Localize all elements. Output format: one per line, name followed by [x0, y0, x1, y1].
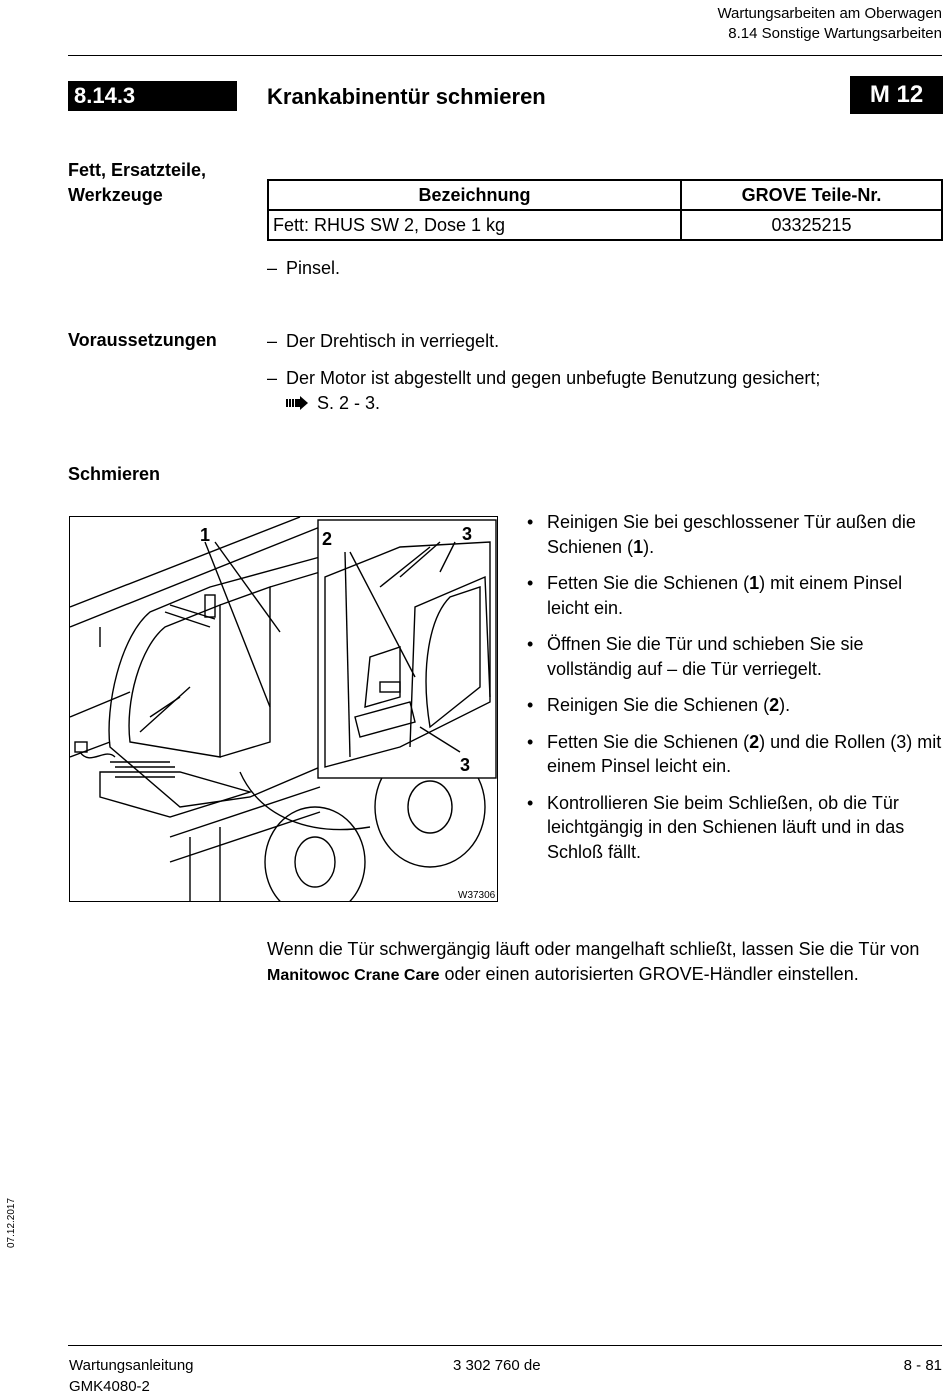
lubrication-steps [527, 510, 947, 876]
callout-3-top: 3 [462, 524, 473, 544]
cell-designation: Fett: RHUS SW 2, Dose 1 kg [268, 210, 681, 240]
header-section: 8.14 Sonstige Wartungsarbeiten [728, 25, 942, 42]
grease-parts-label: Fett, Ersatzteile, Werkzeuge [68, 160, 207, 205]
parts-table [267, 179, 943, 241]
service-note: Wenn die Tür schwergängig läuft oder mangelhaft schließt, lassen Sie die Tür von Manitowoc Crane Care oder einen autorisierten GROVE-Händler einstellen. [267, 939, 920, 984]
header-rule [68, 55, 942, 56]
callout-1: 1 [200, 525, 211, 545]
figure-id: W37306 [458, 890, 496, 901]
table-row [268, 210, 942, 240]
section-number: 8.14.3 [68, 81, 237, 111]
col-part-number: GROVE Teile-Nr. [681, 180, 942, 210]
prereq-item: – Der Drehtisch in verriegelt. [267, 331, 500, 351]
maintenance-interval-badge: M 12 [850, 76, 943, 114]
reference-arrow-icon [286, 396, 312, 410]
footer-document: Wartungsanleitung GMK4080-2 [69, 1357, 194, 1395]
cross-reference[interactable] [286, 391, 380, 415]
callout-2: 2 [322, 529, 333, 549]
prereq-item: – Der Motor ist abgestellt und gegen unbefugte Benutzung gesichert; [267, 368, 821, 388]
page-number: 8 - 81 [903, 1357, 942, 1374]
lubricate-label: Schmieren [68, 464, 161, 484]
cell-part-number: 03325215 [681, 210, 942, 240]
running-header [717, 4, 942, 44]
list-item: • Reinigen Sie die Schienen (2). [527, 695, 791, 715]
brand-name: Manitowoc Crane Care [267, 966, 440, 984]
cab-drawing [70, 517, 498, 902]
callout-3-bottom: 3 [460, 755, 471, 775]
edition-date: 07.12.2017 [6, 1197, 17, 1248]
list-item: • Fetten Sie die Schienen (2) und die Rollen (3) mit einem Pinsel leicht ein. [527, 731, 942, 776]
header-chapter: Wartungsarbeiten am Oberwagen [717, 5, 942, 22]
section-title: Krankabinentür schmieren [267, 84, 546, 109]
list-item: • Kontrollieren Sie beim Schließen, ob die Tür leichtgängig in den Schienen läuft und in das Schloß fällt. [527, 792, 905, 862]
table-header-row [268, 180, 942, 210]
cab-door-illustration [69, 516, 498, 902]
footer-rule [68, 1345, 942, 1346]
tool-item: – Pinsel. [267, 258, 341, 278]
col-designation: Bezeichnung [268, 180, 681, 210]
prereq-label: Voraussetzungen [68, 330, 217, 350]
reference-text: S. 2 - 3. [317, 393, 381, 413]
list-item: • Fetten Sie die Schienen (1) mit einem Pinsel leicht ein. [527, 573, 903, 618]
list-item: • Reinigen Sie bei geschlossener Tür außen die Schienen (1). [527, 512, 916, 557]
list-item: • Öffnen Sie die Tür und schieben Sie sie vollständig auf – die Tür verriegelt. [527, 634, 864, 679]
footer-code: 3 302 760 de [453, 1357, 541, 1374]
